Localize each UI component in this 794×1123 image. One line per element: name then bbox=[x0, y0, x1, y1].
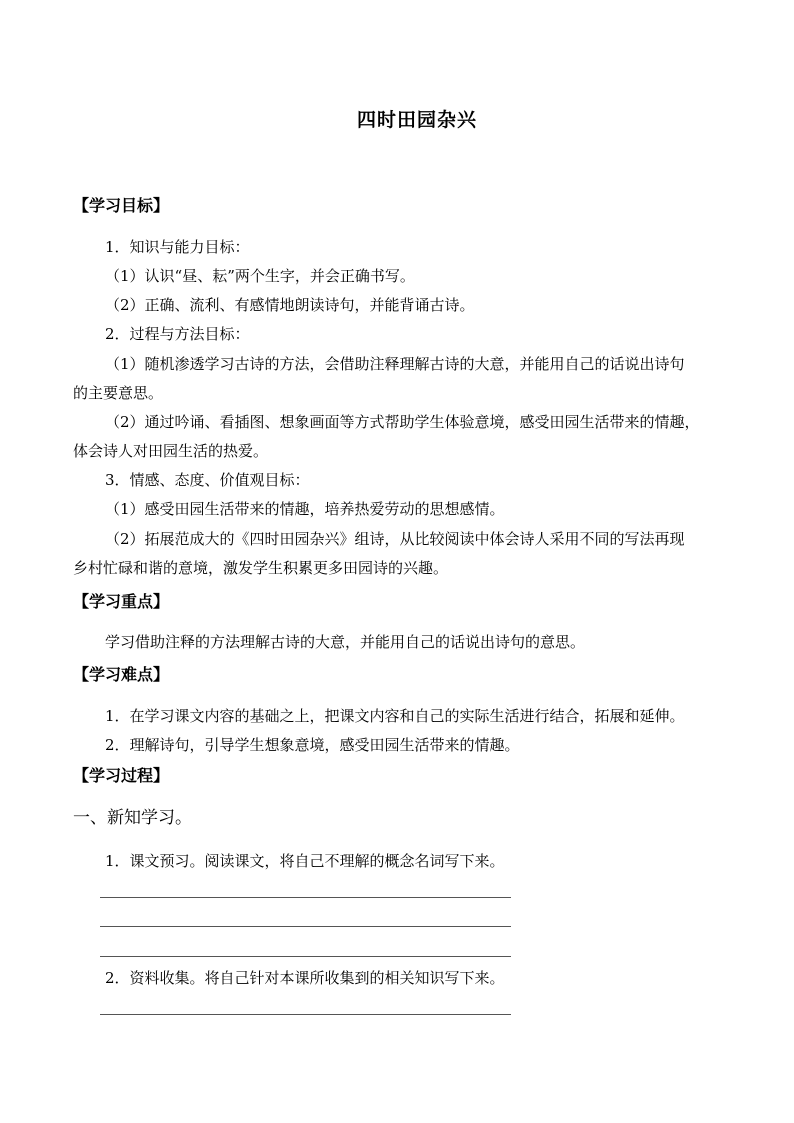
goal-line: （2）通过吟诵、看插图、想象画面等方式帮助学生体验意境，感受田园生活带来的情趣， bbox=[105, 413, 700, 431]
goal-line: （2）拓展范成大的《四时田园杂兴》组诗，从比较阅读中体会诗人采用不同的写法再现 bbox=[105, 530, 685, 548]
goal-line: 1．知识与能力目标： bbox=[105, 238, 250, 256]
goal-line: 3．情感、态度、价值观目标： bbox=[105, 471, 310, 489]
goal-line: 的主要意思。 bbox=[73, 384, 164, 402]
goal-line: （1）随机渗透学习古诗的方法，会借助注释理解古诗的大意，并能用自己的话说出诗句 bbox=[105, 355, 685, 373]
focus-heading: 【学习重点】 bbox=[73, 592, 170, 611]
difficulty-line: 1．在学习课文内容的基础之上，把课文内容和自己的实际生活进行结合，拓展和延伸。 bbox=[105, 707, 685, 725]
part-one-heading: 一、新知学习。 bbox=[73, 808, 192, 828]
focus-text: 学习借助注释的方法理解古诗的大意，并能用自己的话说出诗句的意思。 bbox=[105, 633, 586, 651]
goals-heading: 【学习目标】 bbox=[73, 196, 170, 215]
goal-line: （2）正确、流利、有感情地朗读诗句，并能背诵古诗。 bbox=[105, 296, 475, 314]
task-two: 2．资料收集。将自己针对本课所收集到的相关知识写下来。 bbox=[105, 969, 505, 987]
goal-line: （1）认识“昼、耘”两个生字，并会正确书写。 bbox=[105, 267, 415, 285]
goal-line: 乡村忙碌和谐的意境，激发学生积累更多田园诗的兴趣。 bbox=[73, 559, 449, 577]
page-title: 四时田园杂兴 bbox=[356, 109, 477, 131]
answer-line[interactable] bbox=[100, 897, 511, 898]
answer-line[interactable] bbox=[100, 926, 511, 927]
process-heading: 【学习过程】 bbox=[73, 766, 170, 785]
answer-line[interactable] bbox=[100, 1014, 511, 1015]
goal-line: （1）感受田园生活带来的情趣，培养热爱劳动的思想感情。 bbox=[105, 500, 505, 518]
difficulty-line: 2．理解诗句，引导学生想象意境，感受田园生活带来的情趣。 bbox=[105, 736, 520, 754]
task-one: 1．课文预习。阅读课文，将自己不理解的概念名词写下来。 bbox=[105, 852, 505, 870]
goal-line: 2．过程与方法目标： bbox=[105, 325, 250, 343]
answer-line[interactable] bbox=[100, 956, 511, 957]
goal-line: 体会诗人对田园生活的热爱。 bbox=[73, 442, 269, 460]
difficulty-heading: 【学习难点】 bbox=[73, 665, 170, 684]
